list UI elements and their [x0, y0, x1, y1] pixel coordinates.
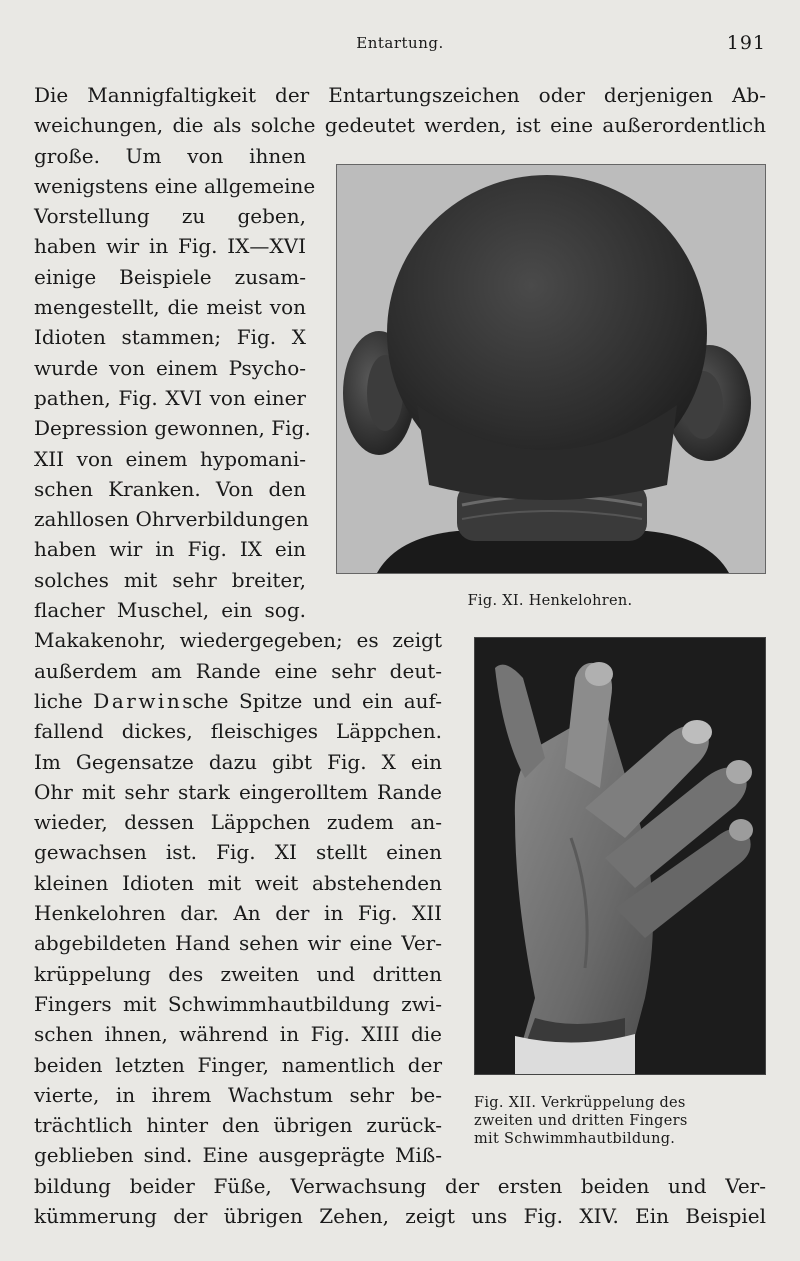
- text-line: Im Gegensatze dazu gibt Fig. X ein: [34, 749, 442, 774]
- text-line: beiden letzten Finger, namentlich der: [34, 1052, 442, 1077]
- text-line: XII von einem hypomani-: [34, 446, 306, 471]
- caption-line: mit Schwimmhautbildung.: [474, 1131, 676, 1147]
- text-line: vierte, in ihrem Wachstum sehr be-: [34, 1082, 442, 1107]
- caption-line: zweiten und dritten Fingers: [474, 1113, 688, 1129]
- text-line: abgebildeten Hand sehen wir eine Ver-: [34, 931, 442, 956]
- text-line: wenigstens eine allgemeine: [34, 173, 316, 198]
- text-line: kümmerung der übrigen Zehen, zeigt uns Fig. XIV. Ein Beispiel: [34, 1204, 766, 1229]
- paragraph-left-column-upper: [34, 141, 316, 626]
- head-with-protruding-ears-illustration: [337, 165, 765, 573]
- caption-line: Fig. XII. Verkrüppelung des: [474, 1095, 686, 1111]
- text-line: haben wir in Fig. IX—XVI: [34, 234, 306, 259]
- hand-illustration: [475, 638, 765, 1074]
- figure-xii-caption: [474, 1094, 764, 1148]
- text-line: trächtlich hinter den übrigen zurück-: [34, 1113, 442, 1138]
- paragraph-bottom: [34, 1171, 766, 1232]
- text-line: weichungen, die als solche gedeutet werden, ist eine außerordentlich: [34, 113, 766, 138]
- text-line: solches mit sehr breiter,: [34, 567, 306, 592]
- text-line: Henkelohren dar. An der in Fig. XII: [34, 901, 442, 926]
- text-line: Die Mannigfaltigkeit der Entartungszeichen oder derjenigen Ab-: [34, 83, 766, 107]
- text-line: mengestellt, die meist von: [34, 295, 306, 320]
- text-line: Fingers mit Schwimmhautbildung zwi-: [34, 991, 442, 1016]
- text-fragment: sche Spitze und ein auf-: [182, 688, 442, 713]
- text-line: gewachsen ist. Fig. XI stellt einen: [34, 840, 442, 865]
- text-fragment: liche: [34, 688, 94, 713]
- text-line: geblieben sind. Eine ausgeprägte Miß-: [34, 1143, 442, 1168]
- text-line: kleinen Idioten mit weit abstehenden: [34, 870, 442, 895]
- text-line: schen ihnen, während in Fig. XIII die: [34, 1022, 442, 1047]
- text-line: pathen, Fig. XVI von einer: [34, 385, 306, 410]
- text-line: Ohr mit sehr stark eingerolltem Rande: [34, 779, 442, 804]
- text-line: wurde von einem Psycho-: [34, 355, 306, 380]
- text-line: Vorstellung zu geben,: [34, 204, 306, 229]
- text-line: krüppelung des zweiten und dritten: [34, 961, 442, 986]
- paragraph-top: [34, 80, 766, 141]
- text-line: haben wir in Fig. IX ein: [34, 537, 306, 562]
- text-line: Makakenohr, wiedergegeben; es zeigt: [34, 628, 442, 653]
- text-line: außerdem am Rande eine sehr deut-: [34, 658, 442, 683]
- text-line: [34, 686, 442, 716]
- text-line: schen Kranken. Von den: [34, 476, 306, 501]
- page-number: 191: [726, 32, 766, 54]
- text-line: wieder, dessen Läppchen zudem an-: [34, 810, 442, 835]
- text-line: fallend dickes, fleischiges Läppchen.: [34, 719, 442, 744]
- running-header: Entartung.: [356, 34, 444, 52]
- text-line: bildung beider Füße, Verwachsung der ersten beiden und Ver-: [34, 1174, 766, 1198]
- text-line: flacher Muschel, ein sog.: [34, 598, 306, 623]
- paragraph-left-column-lower: [34, 625, 442, 1170]
- spaced-name-darwin: Darwin: [93, 688, 183, 713]
- text-line: einige Beispiele zusam-: [34, 264, 306, 289]
- text-line: Idioten stammen; Fig. X: [34, 325, 306, 350]
- text-line: zahllosen Ohrverbildungen: [34, 507, 309, 532]
- text-line: Depression gewonnen, Fig.: [34, 416, 311, 441]
- figure-xi-caption: Fig. XI. Henkelohren.: [467, 593, 633, 609]
- text-line: große. Um von ihnen: [34, 143, 306, 168]
- figure-xi-photo: [336, 164, 766, 574]
- figure-xii-photo: [474, 637, 766, 1075]
